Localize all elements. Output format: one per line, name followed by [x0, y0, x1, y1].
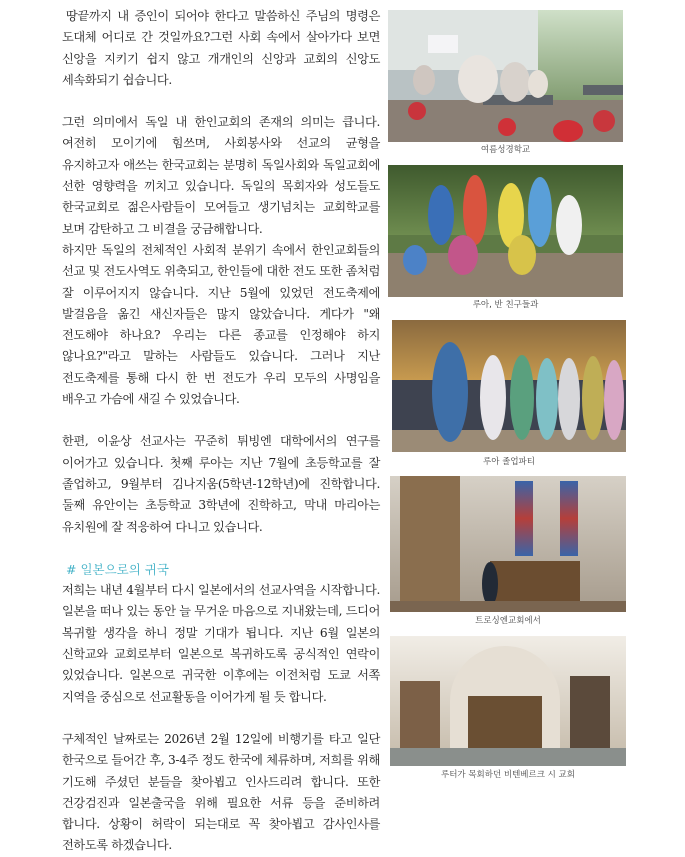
article-text [62, 6, 380, 857]
caption-photo1: 여름성경학교 [480, 145, 531, 155]
paragraph-1: 땅끝까지 내 증인이 되어야 한다고 말씀하신 주님의 명령은 도대체 어디로 간 것일까요?그런 사회 속에서 살아가다 보면 신앙을 지키기 쉽지 않고 개개인의 신앙과 교회의 신앙도 세속화되기 쉽습니다. [62, 9, 380, 87]
caption-photo5: 루터가 목회하던 비텐베르크 시 교회 [441, 770, 575, 780]
photo-graduation-party [392, 320, 626, 452]
paragraph-2: 그런 의미에서 독일 내 한인교회의 존재의 의미는 큽니다. 여전히 모이기에 힘쓰며, 사회봉사와 선교의 균형을 유지하고자 애쓰는 한국교회는 분명히 독일사회와 독일교회에 선한 영향력을 끼치고 있습니다. 독일의 목회자와 성도들도 한국교회로 젊은사람들이 모여들고 생기넘치는 교회학교를 보며 감탄하고 그 비결을 궁금해합니다. [62, 115, 380, 236]
photo-trossingen-church [390, 476, 626, 612]
section-heading: # 일본으로의 귀국 [66, 561, 169, 577]
photo-summer-bible-school [388, 10, 623, 142]
paragraph-3: 하지만 독일의 전체적인 사회적 분위기 속에서 한인교회들의 선교 및 전도사역도 위축되고, 한인들에 대한 전도 또한 좀처럼 잘 이루어지지 않습니다. 지난 5월에 있었던 전도축제에 발걸음을 옮긴 새신자들은 많지 않았습니다. 게다가 "왜 전도해야 하나요? 우리는 다른 종교를 인정해야 하지 않나요?"라고 말하는 사람들도 있습니다. 그러나 지난 전도축제를 통해 다시 한 번 전도가 우리 모두의 사명임을 배우고 가슴에 새길 수 있었습니다. [62, 242, 380, 407]
paragraph-6: 구체적인 날짜로는 2026년 2월 12일에 비행기를 타고 일단 한국으로 들어간 후, 3-4주 정도 한국에 체류하며, 저희를 위해 기도해 주셨던 분들을 찾아뵙고 인사드리려 합니다. 또한 건강검진과 일본출국을 위해 필요한 서류 등을 준비하려 합니다. 상황이 허락이 되는대로 꼭 찾아뵙고 감사인사를 전하도록 하겠습니다. [62, 731, 380, 853]
caption-photo3: 루아 졸업파티 [483, 457, 535, 467]
photo-lua-classmates [388, 165, 623, 297]
caption-photo2: 루아, 반 친구들과 [472, 300, 539, 310]
paragraph-4: 한편, 이윤상 선교사는 꾸준히 튀빙엔 대학에서의 연구를 이어가고 있습니다. 첫째 루아는 지난 7월에 초등학교를 잘 졸업하고, 9월부터 김나지움(5학년-12학년)에 진학합니다. 둘째 유안이는 초등학교 3학년에 진학하고, 막내 마리아는 유치원에 잘 적응하여 다니고 있습니다. [62, 434, 380, 534]
photo-wittenberg-church [390, 636, 626, 766]
paragraph-5: 저희는 내년 4월부터 다시 일본에서의 선교사역을 시작합니다. 일본을 떠나 있는 동안 늘 무거운 마음으로 지내왔는데, 드디어 복귀할 생각을 하니 정말 기대가 됩니다. 지난 6월 일본의 신학교와 교회로부터 일본으로 복귀하도록 공식적인 연락이 있었습니다. 일본으로 귀국한 이후에는 이전처럼 도쿄 서쪽 지역을 중심으로 선교활동을 이어가게 될 듯 합니다. [62, 583, 380, 704]
caption-photo4: 트로싱엔교회에서 [475, 616, 541, 626]
